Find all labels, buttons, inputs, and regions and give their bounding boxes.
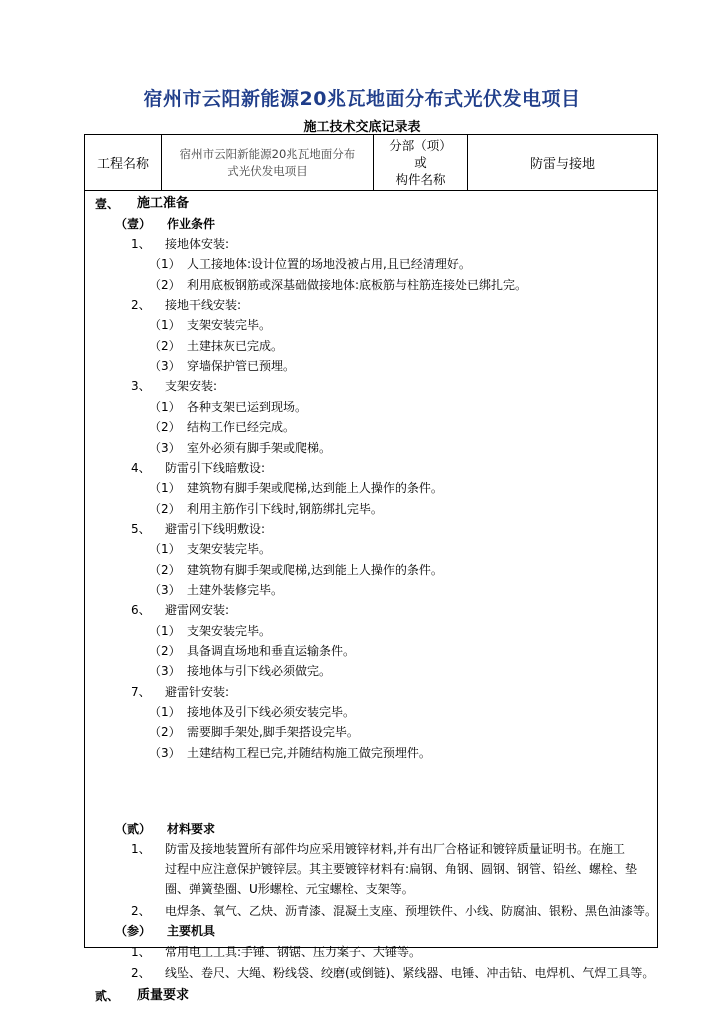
condition-item-text: 人工接地体:设计位置的场地没被占用,且已经清理好。: [187, 257, 471, 271]
condition-item-number: （1）: [149, 257, 181, 271]
condition-item-number: （2）: [149, 502, 181, 516]
condition-item-text: 土建外装修完毕。: [187, 583, 284, 597]
condition-group-title: 接地体安装:: [165, 237, 230, 251]
condition-item-text: 建筑物有脚手架或爬梯,达到能上人操作的条件。: [187, 563, 443, 577]
condition-item-text: 穿墙保护管已预埋。: [187, 359, 296, 373]
section-2-number: 贰、: [95, 989, 120, 1003]
condition-item-number: （3）: [149, 441, 181, 455]
condition-item-text: 具备调直场地和垂直运输条件。: [187, 644, 356, 658]
condition-group-title: 避雷网安装:: [165, 603, 230, 617]
condition-group-number: 2、: [131, 298, 151, 312]
material-1-line1: 防雷及接地装置所有部件均应采用镀锌材料,并有出厂合格证和镀锌质量证明书。在施工: [165, 842, 625, 856]
condition-group-number: 6、: [131, 603, 151, 617]
material-1-number: 1、: [131, 842, 151, 856]
subsection-3-number: （参）: [115, 924, 152, 938]
condition-item-text: 接地体及引下线必须安装完毕。: [187, 705, 356, 719]
tool-1-text: 常用电工工具:手锤、钢锯、压力案子、大锤等。: [165, 945, 422, 959]
document-subtitle: 施工技术交底记录表: [303, 120, 421, 135]
project-name-line1: 宿州市云阳新能源20兆瓦地面分布: [179, 146, 356, 161]
condition-group-number: 5、: [131, 522, 151, 536]
document-title: 宿州市云阳新能源20兆瓦地面分布式光伏发电项目: [143, 88, 581, 110]
subsection-2-number: （贰）: [115, 822, 152, 836]
condition-group-number: 3、: [131, 379, 151, 393]
tool-2-text: 线坠、卷尺、大绳、粉线袋、绞磨(或倒链)、紧线器、电锤、冲击钻、电焊机、气焊工具等。: [165, 966, 655, 980]
condition-item-text: 支架安装完毕。: [187, 318, 272, 332]
material-2-number: 2、: [131, 904, 151, 918]
condition-item-text: 利用主筋作引下线时,钢筋绑扎完毕。: [187, 502, 383, 516]
material-1-line2: 过程中应注意保护镀锌层。其主要镀锌材料有:扁钢、角钢、圆钢、钢管、铅丝、螺栓、垫: [165, 862, 638, 876]
condition-item-number: （1）: [149, 318, 181, 332]
section-1-title: 施工准备: [137, 196, 190, 211]
subsection-1-title: 作业条件: [167, 217, 216, 231]
project-name-label: 工程名称: [85, 135, 162, 190]
part-name-label: [374, 135, 468, 190]
part-label-line1: 分部（项）: [389, 138, 452, 153]
condition-item-number: （3）: [149, 583, 181, 597]
condition-item-number: （2）: [149, 725, 181, 739]
subsection-1-number: （壹）: [115, 217, 152, 231]
condition-item-number: （2）: [149, 563, 181, 577]
condition-item-number: （3）: [149, 359, 181, 373]
condition-item-text: 支架安装完毕。: [187, 542, 272, 556]
condition-item-number: （1）: [149, 481, 181, 495]
condition-item-text: 各种支架已运到现场。: [187, 400, 308, 414]
condition-group-title: 避雷引下线明敷设:: [165, 522, 266, 536]
subsection-2-title: 材料要求: [167, 822, 216, 836]
condition-item-number: （1）: [149, 705, 181, 719]
subsection-3-title: 主要机具: [167, 924, 216, 938]
condition-item-number: （2）: [149, 420, 181, 434]
condition-item-number: （1）: [149, 400, 181, 414]
condition-item-text: 需要脚手架处,脚手架搭设完毕。: [187, 725, 359, 739]
material-2-line1: 电焊条、氧气、乙炔、沥青漆、混凝土支座、预埋铁件、小线、防腐油、银粉、黑色油漆等。: [165, 904, 658, 918]
project-name-line2: 式光伏发电项目: [227, 163, 308, 178]
record-table: [84, 134, 658, 1003]
tool-2-number: 2、: [131, 966, 151, 980]
condition-item-number: （1）: [149, 624, 181, 638]
condition-group-number: 4、: [131, 461, 151, 475]
condition-item-text: 结构工作已经完成。: [187, 420, 296, 434]
condition-group-title: 接地干线安装:: [165, 298, 242, 312]
part-label-line2: 或: [414, 155, 427, 170]
section-2-title: 质量要求: [137, 988, 190, 1003]
table-header-row: [85, 135, 657, 191]
project-name-value: [162, 135, 374, 190]
section-1-number: 壹、: [95, 197, 120, 211]
condition-group-title: 支架安装:: [165, 379, 218, 393]
condition-item-text: 利用底板钢筋或深基础做接地体:底板筋与柱筋连接处已绑扎完。: [187, 278, 528, 292]
part-label-line3: 构件名称: [395, 172, 446, 187]
condition-group-number: 1、: [131, 237, 151, 251]
condition-item-text: 土建结构工程已完,并随结构施工做完预埋件。: [187, 746, 431, 760]
condition-item-text: 室外必须有脚手架或爬梯。: [187, 441, 332, 455]
condition-item-number: （1）: [149, 542, 181, 556]
condition-item-text: 土建抹灰已完成。: [187, 339, 284, 353]
condition-item-text: 支架安装完毕。: [187, 624, 272, 638]
condition-item-text: 建筑物有脚手架或爬梯,达到能上人操作的条件。: [187, 481, 443, 495]
material-1-line3: 圈、弹簧垫圈、U形螺栓、元宝螺栓、支架等。: [165, 882, 414, 896]
condition-item-number: （3）: [149, 746, 181, 760]
condition-item-number: （2）: [149, 644, 181, 658]
condition-group-number: 7、: [131, 685, 151, 699]
condition-group-title: 避雷针安装:: [165, 685, 230, 699]
condition-item-number: （2）: [149, 339, 181, 353]
part-name-value: 防雷与接地: [529, 157, 595, 172]
condition-item-number: （2）: [149, 278, 181, 292]
condition-group-title: 防雷引下线暗敷设:: [165, 461, 266, 475]
tool-1-number: 1、: [131, 945, 151, 959]
condition-item-text: 接地体与引下线必须做完。: [187, 664, 332, 678]
condition-item-number: （3）: [149, 664, 181, 678]
